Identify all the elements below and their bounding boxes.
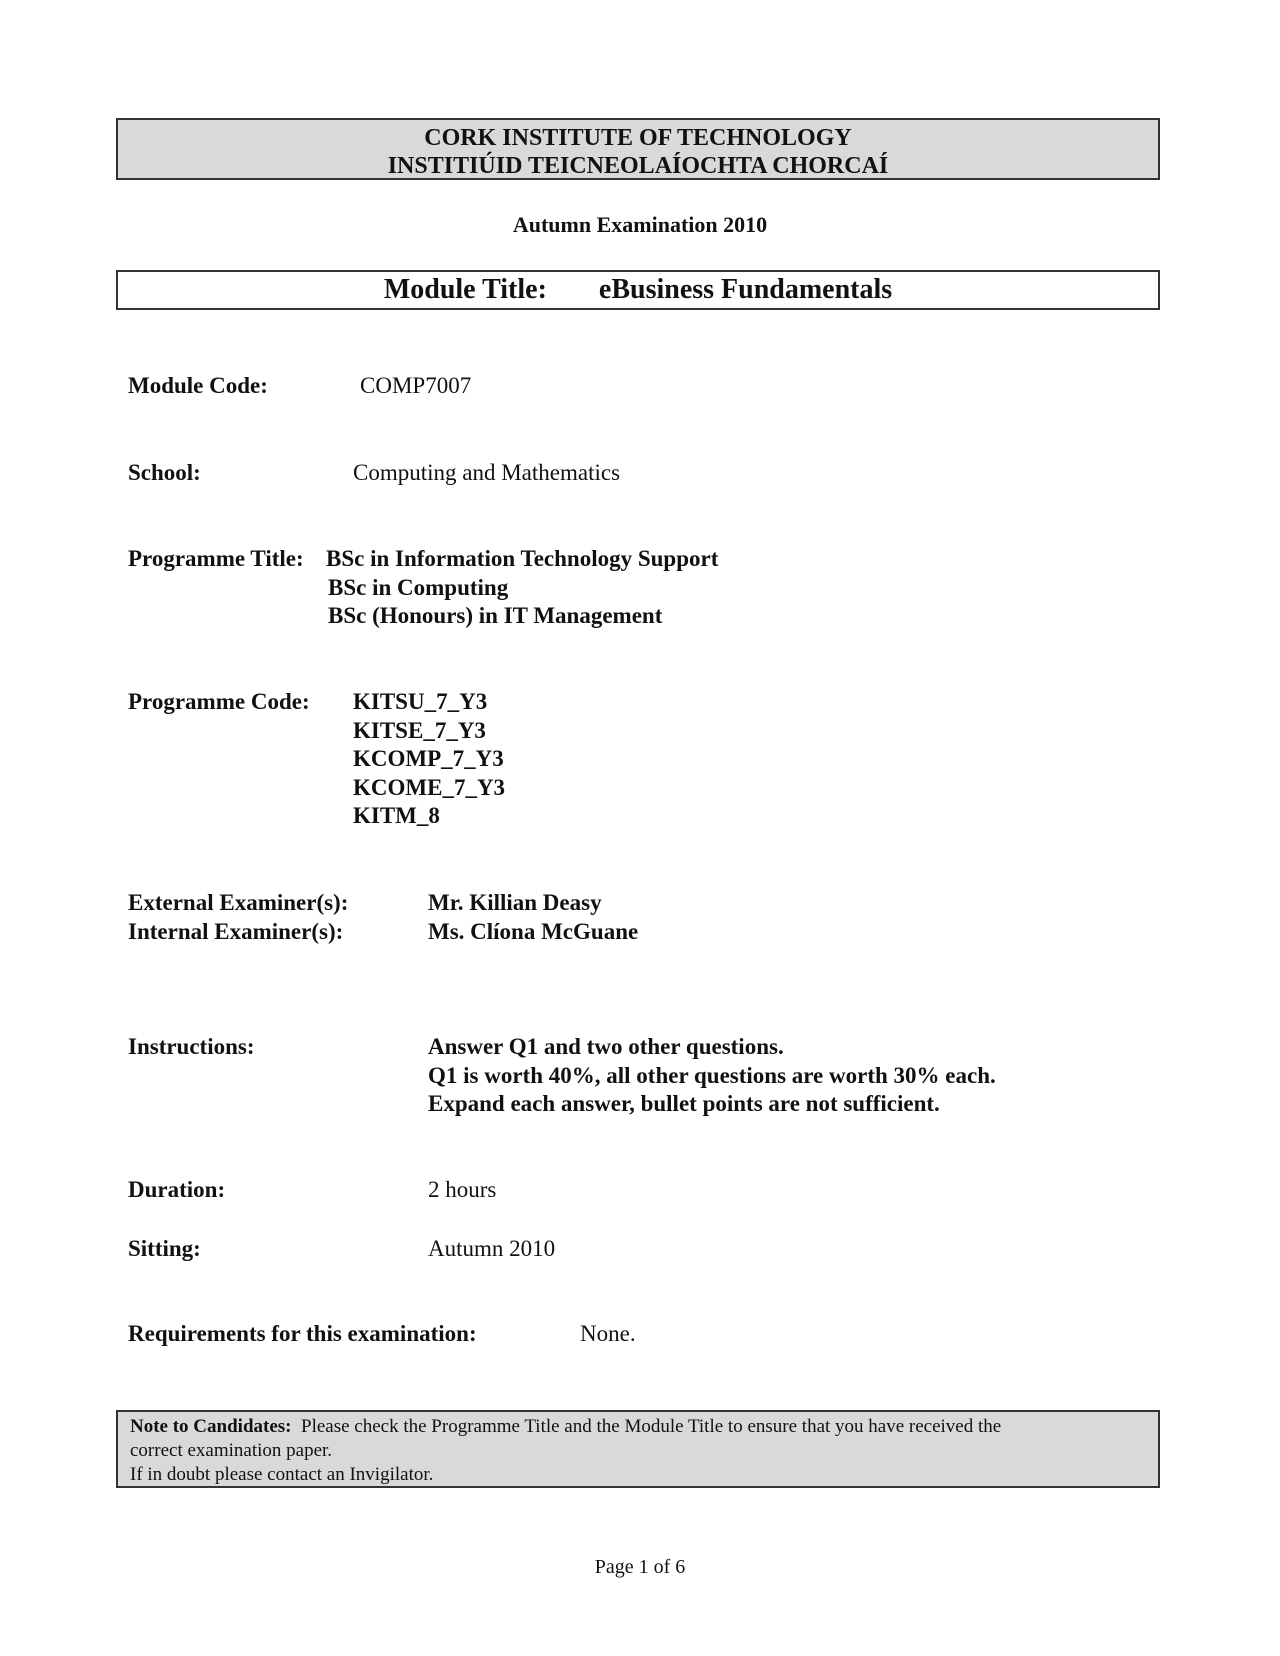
programme-title-item: BSc in Information Technology Support — [326, 546, 719, 571]
page-number: Page 1 of 6 — [594, 1556, 686, 1578]
institute-name-english: CORK INSTITUTE OF TECHNOLOGY — [424, 125, 852, 151]
module-title-label: Module Title: — [383, 274, 547, 305]
module-title-value: eBusiness Fundamentals — [598, 274, 893, 305]
programme-code-item: KITM_8 — [353, 803, 440, 828]
programme-code-item: KITSU_7_Y3 — [353, 689, 488, 714]
instruction-line: Q1 is worth 40%, all other questions are worth 30% each. — [428, 1062, 996, 1088]
institute-name-irish: INSTITIÚID TEICNEOLAÍOCHTA CHORCAÍ — [387, 153, 889, 179]
note-text-continued: correct examination paper. — [130, 1440, 333, 1461]
sitting-label: Sitting: — [128, 1236, 201, 1261]
instructions-label: Instructions: — [128, 1034, 255, 1059]
school-value: Computing and Mathematics — [353, 460, 621, 485]
programme-code-label: Programme Code: — [128, 689, 310, 714]
programme-code-list — [353, 688, 505, 831]
programme-code-item: KCOMP_7_Y3 — [353, 746, 504, 771]
requirements-value: None. — [580, 1321, 636, 1346]
programme-title-label: Programme Title: — [128, 546, 304, 571]
internal-examiner-label: Internal Examiner(s): — [128, 919, 344, 944]
duration-label: Duration: — [128, 1177, 226, 1202]
school-label: School: — [128, 460, 201, 485]
module-code-value: COMP7007 — [360, 373, 472, 398]
exam-title: Autumn Examination 2010 — [512, 212, 768, 237]
instructions-list — [428, 1033, 996, 1119]
external-examiner-value: Mr. Killian Deasy — [428, 890, 602, 915]
note-invigilator: If in doubt please contact an Invigilator. — [130, 1464, 434, 1485]
programme-code-item: KCOME_7_Y3 — [353, 774, 506, 800]
requirements-label: Requirements for this examination: — [128, 1321, 477, 1346]
programme-code-item: KITSE_7_Y3 — [353, 717, 486, 743]
programme-title-item: BSc in Computing — [328, 574, 509, 600]
internal-examiner-value: Ms. Clíona McGuane — [428, 919, 639, 944]
note-label: Note to Candidates: — [130, 1416, 292, 1437]
note-text: Please check the Programme Title and the Module Title to ensure that you have received the — [301, 1416, 1002, 1437]
programme-title-list — [326, 545, 718, 631]
duration-value: 2 hours — [428, 1177, 497, 1202]
institute-header — [116, 118, 1160, 180]
programme-title-item: BSc (Honours) in IT Management — [328, 603, 663, 628]
external-examiner-label: External Examiner(s): — [128, 890, 349, 915]
module-title-box — [116, 270, 1160, 310]
note-to-candidates — [116, 1410, 1160, 1488]
instruction-line: Answer Q1 and two other questions. — [428, 1034, 784, 1059]
module-code-label: Module Code: — [128, 373, 268, 398]
sitting-value: Autumn 2010 — [428, 1236, 556, 1261]
instruction-line: Expand each answer, bullet points are not sufficient. — [428, 1091, 940, 1116]
